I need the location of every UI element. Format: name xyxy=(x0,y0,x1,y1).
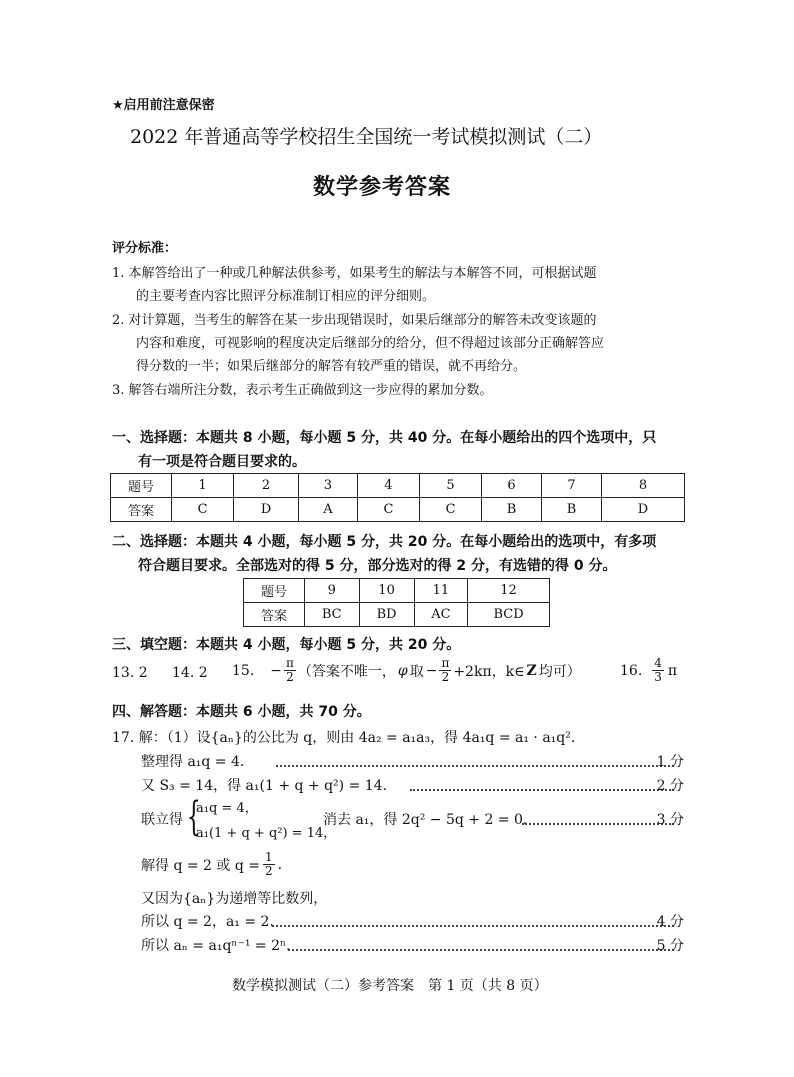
grading-rule-2-cont: 内容和难度，可视影响的程度决定后继部分的给分，但不得超过该部分正确解答应 xyxy=(136,336,605,351)
answer-16 xyxy=(620,657,677,684)
dot-leader xyxy=(522,823,674,825)
fraction-pi-over-2 xyxy=(284,657,296,684)
solution-17-step-3: 又 S₃ = 14，得 a₁(1 + q + q²) = 14. xyxy=(141,778,388,794)
fraction-denominator: 2 xyxy=(265,864,273,878)
grading-rule-1-cont: 的主要考查内容比照评分标准制订相应的评分细则。 xyxy=(136,289,436,304)
grading-rule-2-cont2: 得分数的一半；如果后继部分的解答有较严重的错误，就不再给分。 xyxy=(136,359,527,374)
table-cell: C xyxy=(357,498,419,522)
section1-heading-cont: 有一项是符合题目要求的。 xyxy=(138,454,306,470)
section2-heading-cont: 符合题目要求。全部选对的得 5 分，部分选对的得 2 分，有选错的得 0 分。 xyxy=(138,558,617,574)
system-equation-2: a₁(1 + q + q²) = 14， xyxy=(196,826,337,841)
fraction-denominator: 3 xyxy=(654,670,662,684)
fraction-pi-over-2 xyxy=(439,657,451,684)
table-cell: BCD xyxy=(468,603,550,627)
fraction-4-over-3 xyxy=(652,657,664,684)
score-mark: 3 分 xyxy=(656,812,684,828)
pi-symbol: π xyxy=(667,662,678,679)
exam-title: 2022 年普通高等学校招生全国统一考试模拟测试（二） xyxy=(130,126,603,148)
table-cell: A xyxy=(298,498,357,522)
table-cell: 9 xyxy=(305,579,360,603)
table-cell: B xyxy=(542,498,602,522)
solution-17-step-1: 17. 解：（1）设{aₙ}的公比为 q，则由 4a₂ = a₁a₃，得 4a₁q = a₁ · a₁q². xyxy=(112,730,576,746)
score-mark: 5 分 xyxy=(656,938,684,954)
minus-sign: − xyxy=(425,662,438,679)
table-cell: BC xyxy=(305,603,360,627)
table-cell: 11 xyxy=(414,579,467,603)
section1-answer-table xyxy=(110,473,685,522)
solution-17-step-2: 整理得 a₁q = 4. xyxy=(141,754,245,770)
table-cell: 题号 xyxy=(111,474,172,498)
table-row xyxy=(244,603,550,627)
table-cell: 7 xyxy=(542,474,602,498)
phi-symbol: φ xyxy=(397,662,408,679)
solution-17-step-7: 所以 q = 2，a₁ = 2. xyxy=(141,914,274,930)
page-footer: 数学模拟测试（二）参考答案 第 1 页（共 8 页） xyxy=(232,978,548,994)
grading-rule-3: 3. 解答右端所注分数，表示考生正确做到这一步应得的累加分数。 xyxy=(112,383,493,398)
grading-rule-1: 1. 本解答给出了一种或几种解法供参考，如果考生的解法与本解答不同，可根据试题 xyxy=(112,266,597,281)
table-cell: 4 xyxy=(357,474,419,498)
table-cell: 3 xyxy=(298,474,357,498)
solution-17-step-8: 所以 aₙ = a₁qⁿ⁻¹ = 2ⁿ. xyxy=(141,938,291,954)
table-cell: BD xyxy=(359,603,414,627)
solution-17-step-6: 又因为{aₙ}为递增等比数列， xyxy=(141,891,328,907)
section4-heading: 四、解答题：本题共 6 小题，共 70 分。 xyxy=(112,704,371,720)
table-cell: 2 xyxy=(234,474,299,498)
fraction-numerator: 1 xyxy=(265,850,273,864)
table-cell: B xyxy=(482,498,542,522)
table-cell: D xyxy=(602,498,685,522)
solution-17-step-5 xyxy=(141,851,282,878)
fraction-denominator: 2 xyxy=(286,670,294,684)
left-brace: { xyxy=(186,794,201,840)
table-cell: C xyxy=(420,498,482,522)
table-cell: C xyxy=(172,498,234,522)
table-cell: AC xyxy=(414,603,467,627)
answer-15-note-c: +2kπ，k∈ xyxy=(453,663,525,680)
table-cell: 1 xyxy=(172,474,234,498)
answer-15-note-d: 均可） xyxy=(538,663,581,680)
table-cell: 6 xyxy=(482,474,542,498)
table-cell: 答案 xyxy=(244,603,305,627)
answer-15 xyxy=(232,657,581,684)
fraction-1-over-2 xyxy=(263,851,275,878)
step-5-text: 解得 q = 2 或 q = xyxy=(141,857,260,874)
section2-heading: 二、选择题：本题共 4 小题，每小题 5 分，共 20 分。在每小题给出的选项中，有多项 xyxy=(112,534,657,550)
dot-leader xyxy=(272,925,674,927)
score-mark: 2 分 xyxy=(656,778,684,794)
grading-rule-2: 2. 对计算题，当考生的解答在某一步出现错误时，如果后继部分的解答未改变该题的 xyxy=(112,313,597,328)
score-mark: 4 分 xyxy=(656,914,684,930)
dot-leader xyxy=(410,789,674,791)
answer-15-label: 15. xyxy=(232,662,255,679)
section3-heading: 三、填空题：本题共 4 小题，每小题 5 分，共 20 分。 xyxy=(112,637,461,653)
table-cell: 答案 xyxy=(111,498,172,522)
integer-set-symbol: Z xyxy=(526,662,537,679)
table-cell: 5 xyxy=(420,474,482,498)
system-equation-1: a₁q = 4， xyxy=(196,801,258,816)
answer-13: 13. 2 xyxy=(112,665,148,681)
answer-15-note-b: 取 xyxy=(409,663,424,680)
table-cell: 10 xyxy=(359,579,414,603)
solution-17-step-4-prefix: 联立得 xyxy=(141,812,183,828)
minus-sign: − xyxy=(270,662,282,679)
page-title: 数学参考答案 xyxy=(313,175,452,200)
section2-answer-table xyxy=(243,578,550,627)
table-row xyxy=(111,474,685,498)
section1-heading: 一、选择题：本题共 8 小题，每小题 5 分，共 40 分。在每小题给出的四个选项中，只 xyxy=(112,430,657,446)
dot-leader xyxy=(276,765,674,767)
table-cell: 12 xyxy=(468,579,550,603)
answer-15-note-a: （答案不唯一， xyxy=(297,663,396,680)
fraction-numerator: π xyxy=(441,656,450,670)
fraction-numerator: 4 xyxy=(654,656,662,670)
table-cell: 8 xyxy=(602,474,685,498)
table-cell: 题号 xyxy=(244,579,305,603)
grading-heading: 评分标准： xyxy=(112,241,178,256)
score-mark: 1 分 xyxy=(656,754,684,770)
answer-14: 14. 2 xyxy=(172,665,208,681)
dot-leader xyxy=(288,949,674,951)
step-5-end: . xyxy=(277,856,283,873)
table-row xyxy=(244,579,550,603)
confidential-label: ★启用前注意保密 xyxy=(112,98,215,113)
answer-16-label: 16. xyxy=(620,662,643,679)
table-cell: D xyxy=(234,498,299,522)
table-row xyxy=(111,498,685,522)
fraction-denominator: 2 xyxy=(441,670,450,684)
fraction-numerator: π xyxy=(286,656,294,670)
solution-17-step-4-suffix: 消去 a₁，得 2q² − 5q + 2 = 0. xyxy=(323,812,528,828)
